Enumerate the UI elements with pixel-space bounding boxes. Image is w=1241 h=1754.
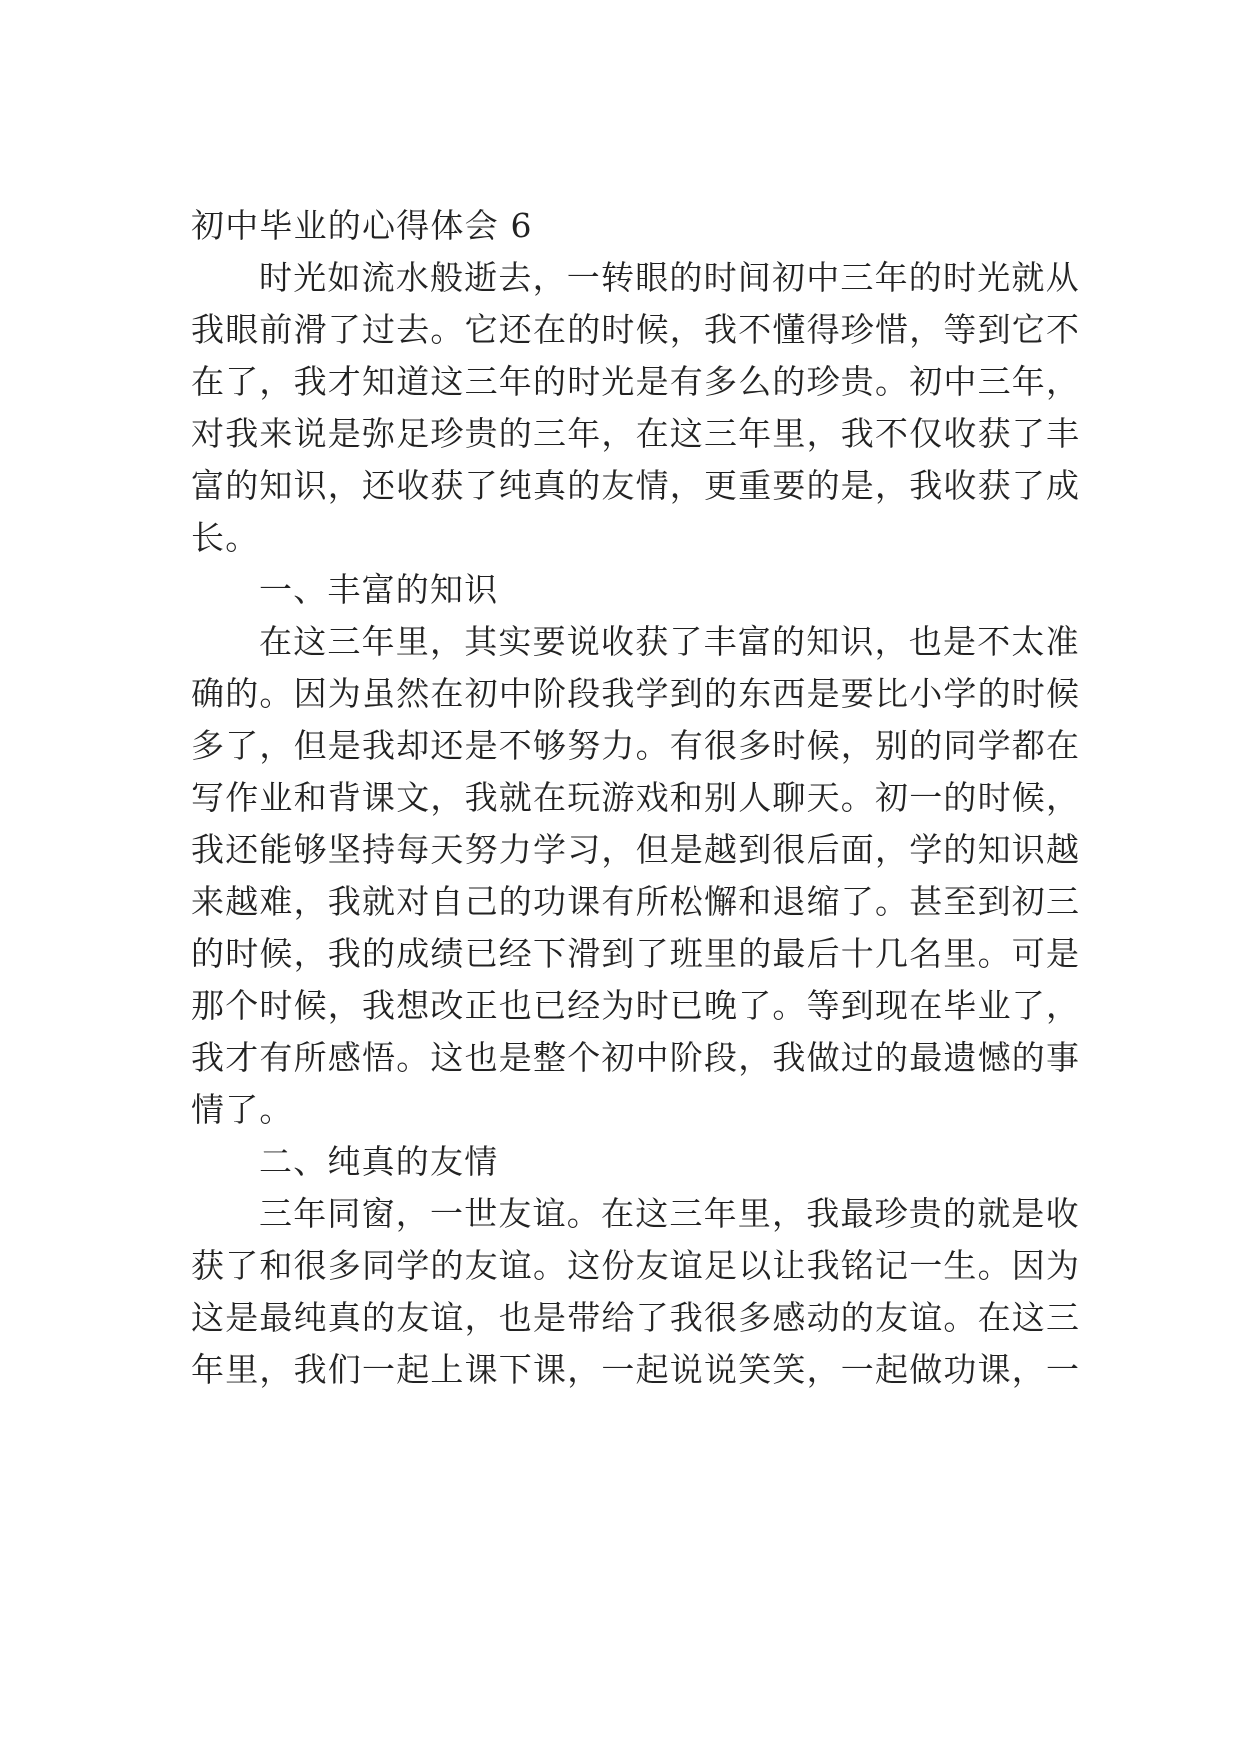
text-line: 长。 (191, 518, 260, 557)
text-line: 写作业和背课文，我就在玩游戏和别人聊天。初一的时候， (191, 778, 1081, 817)
text-line: 我眼前滑了过去。它还在的时候，我不懂得珍惜，等到它不 (191, 310, 1081, 349)
document-title: 初中毕业的心得体会 6 (191, 206, 533, 245)
text-line: 我才有所感悟。这也是整个初中阶段，我做过的最遗憾的事 (191, 1038, 1081, 1077)
section-heading: 一、丰富的知识 (259, 570, 499, 609)
text-line: 这是最纯真的友谊，也是带给了我很多感动的友谊。在这三 (191, 1298, 1081, 1337)
text-line: 来越难，我就对自己的功课有所松懈和退缩了。甚至到初三 (191, 882, 1081, 921)
section-heading: 二、纯真的友情 (259, 1142, 499, 1181)
text-line: 在了，我才知道这三年的时光是有多么的珍贵。初中三年， (191, 362, 1081, 401)
text-line: 的时候，我的成绩已经下滑到了班里的最后十几名里。可是 (191, 934, 1081, 973)
text-line: 三年同窗，一世友谊。在这三年里，我最珍贵的就是收 (259, 1194, 1080, 1233)
text-line: 确的。因为虽然在初中阶段我学到的东西是要比小学的时候 (191, 674, 1081, 713)
text-line: 时光如流水般逝去，一转眼的时间初中三年的时光就从 (259, 258, 1080, 297)
text-line: 富的知识，还收获了纯真的友情，更重要的是，我收获了成 (191, 466, 1081, 505)
text-line: 在这三年里，其实要说收获了丰富的知识，也是不太准 (259, 622, 1080, 661)
text-line: 获了和很多同学的友谊。这份友谊足以让我铭记一生。因为 (191, 1246, 1081, 1285)
text-line: 多了，但是我却还是不够努力。有很多时候，别的同学都在 (191, 726, 1081, 765)
text-line: 我还能够坚持每天努力学习，但是越到很后面，学的知识越 (191, 830, 1081, 869)
text-line: 年里，我们一起上课下课，一起说说笑笑，一起做功课，一 (191, 1350, 1081, 1389)
text-line: 那个时候，我想改正也已经为时已晚了。等到现在毕业了， (191, 986, 1081, 1025)
text-line: 对我来说是弥足珍贵的三年，在这三年里，我不仅收获了丰 (191, 414, 1081, 453)
text-line: 情了。 (191, 1090, 294, 1129)
